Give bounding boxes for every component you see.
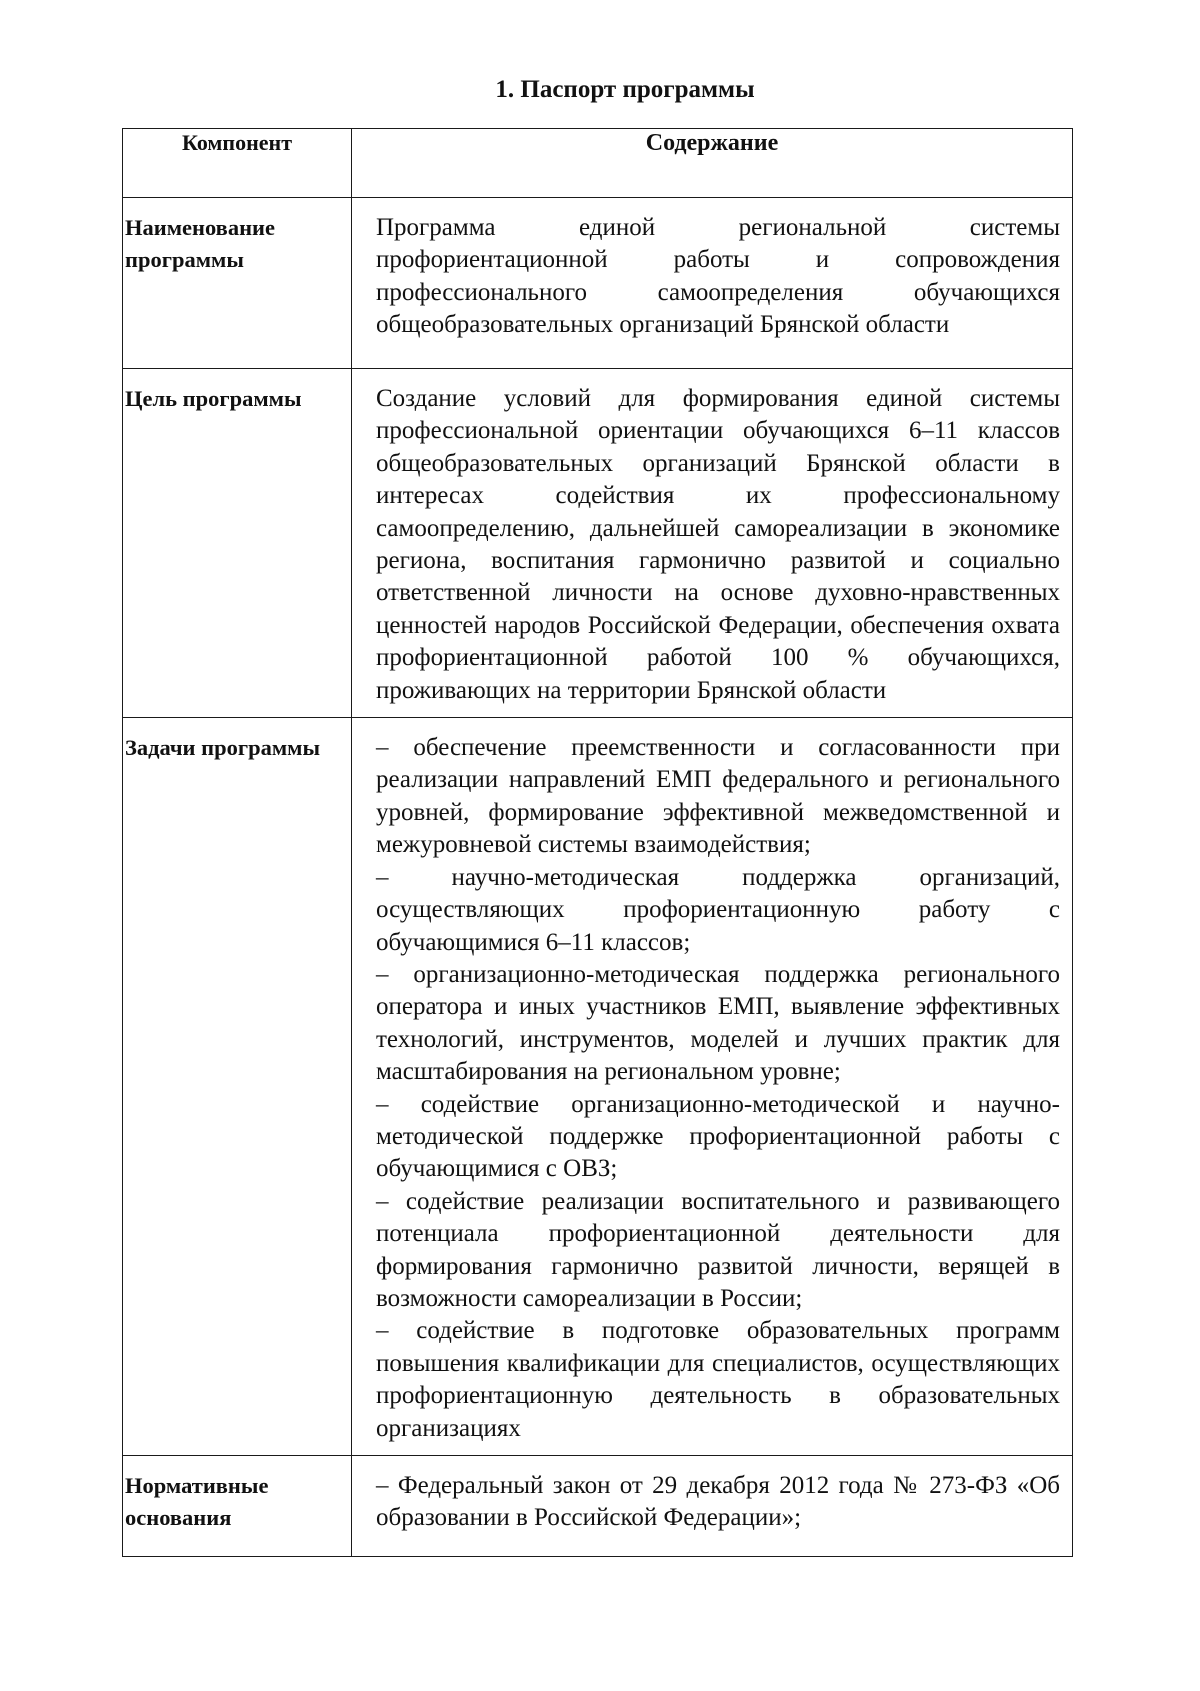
content-paragraph: – обеспечение преемственности и согласованности при реализации направлений ЕМП федерального и регионального уровней, формирование эффективной межведомственной и межуровневой системы взаимодействия;	[376, 734, 1060, 859]
content-paragraph: Программа единой региональной системы профориентационной работы и сопровождения профессионального самоопределения обучающихся общеобразовательных организаций Брянской области	[376, 214, 1060, 339]
content-paragraph: – содействие организационно-методической и научно-методической поддержке профориентационной работы с обучающимися с ОВЗ;	[376, 1090, 1060, 1183]
row-content	[352, 198, 1073, 369]
content-paragraph: Создание условий для формирования единой системы профессиональной ориентации обучающихся 6–11 классов общеобразовательных организаций Брянской области в интересах содействия их профессиональному самоопределению, дальнейшей самореализации в экономике региона, воспитания гармонично развитой и социально ответственной личности на основе духовно-нравственных ценностей народов Российской Федерации, обеспечения охвата профориентационной работой 100 % обучающихся, проживающих на территории Брянской области	[376, 385, 1060, 704]
content-paragraph: – Федеральный закон от 29 декабря 2012 года № 273-ФЗ «Об образовании в Российской Федерации»;	[376, 1472, 1060, 1532]
content-paragraph: – содействие в подготовке образовательных программ повышения квалификации для специалистов, осуществляющих профориентационную деятельность в образовательных организациях	[376, 1317, 1060, 1442]
row-label: Цель программы	[123, 369, 352, 718]
document-title: 1. Паспорт программы	[495, 76, 755, 103]
row-content	[352, 718, 1073, 1456]
passport-table	[122, 128, 1073, 1557]
row-content	[352, 369, 1073, 718]
table-row	[123, 198, 1073, 369]
row-label: Наименование программы	[123, 198, 352, 369]
header-component: Компонент	[123, 129, 352, 198]
content-paragraph: – содействие реализации воспитательного и развивающего потенциала профориентационной деятельности для формирования гармонично развитой личности, верящей в возможности самореализации в России;	[376, 1187, 1060, 1312]
table-header-row	[123, 129, 1073, 198]
content-paragraph: – научно-методическая поддержка организаций, осуществляющих профориентационную работу с обучающимися 6–11 классов;	[376, 863, 1060, 956]
row-content	[352, 1456, 1073, 1557]
table-row	[123, 718, 1073, 1456]
header-content: Содержание	[352, 129, 1073, 198]
table-row	[123, 369, 1073, 718]
table-row	[123, 1456, 1073, 1557]
row-label: Нормативные основания	[123, 1456, 352, 1557]
content-paragraph: – организационно-методическая поддержка регионального оператора и иных участников ЕМП, выявление эффективных технологий, инструментов, моделей и лучших практик для масштабирования на региональном уровне;	[376, 960, 1060, 1086]
row-label: Задачи программы	[123, 718, 352, 1456]
